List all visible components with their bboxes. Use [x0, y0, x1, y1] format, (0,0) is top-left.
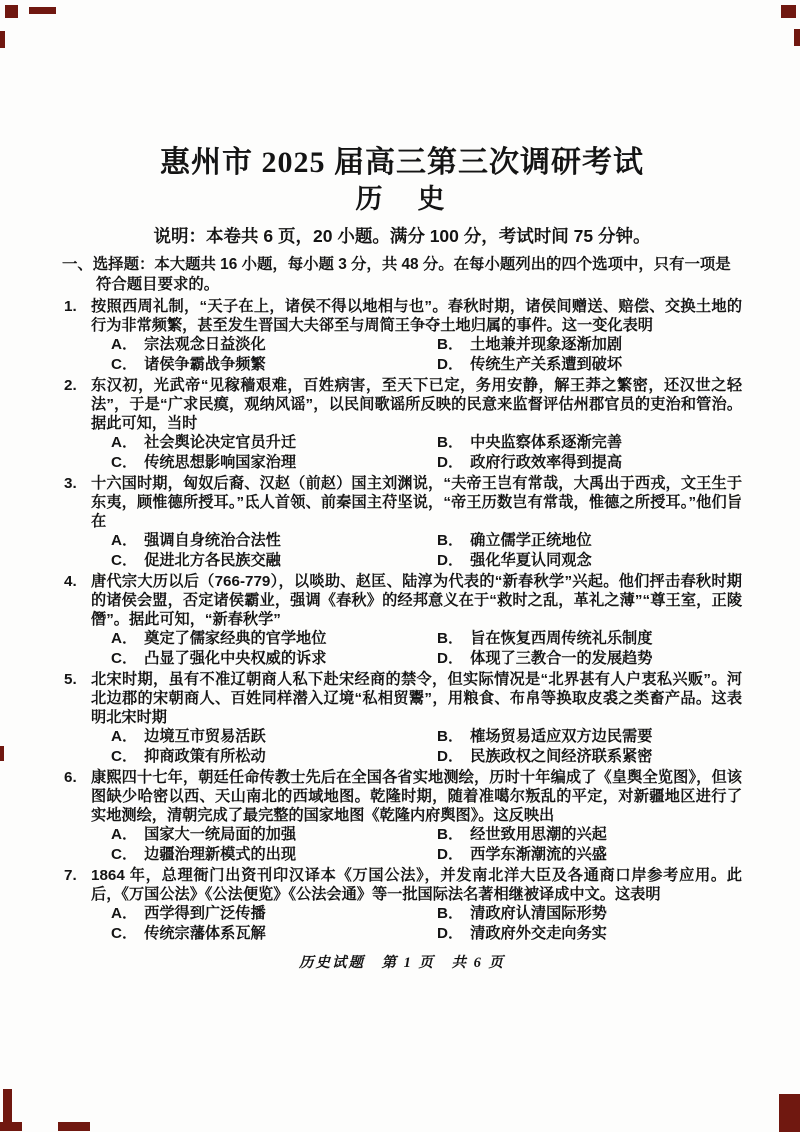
option-label: D．: [437, 649, 464, 667]
option-a: [111, 531, 437, 550]
option-text: 西学得到广泛传播: [144, 905, 266, 923]
option-label: B．: [437, 336, 464, 354]
scan-artifact-mark: [779, 1094, 800, 1132]
option-label: D．: [437, 845, 464, 863]
option-label: D．: [437, 924, 464, 942]
question-number: 5.: [64, 670, 77, 688]
question-number: 6.: [64, 768, 77, 786]
option-label: A．: [111, 434, 138, 452]
question-3: [62, 474, 742, 570]
option-label: D．: [437, 453, 464, 471]
option-d: [437, 453, 742, 472]
scan-artifact-mark: [0, 746, 4, 761]
option-d: [437, 551, 742, 570]
option-label: A．: [111, 630, 138, 648]
option-label: A．: [111, 532, 138, 550]
question-1: [62, 297, 742, 374]
scan-artifact-mark: [29, 7, 56, 14]
question-stem: 十六国时期，匈奴后裔、汉赵（前赵）国主刘渊说，“夫帝王岂有常哉，大禹出于西戎，文王生于东夷，顾惟德所授耳。”氐人首领、前秦国主苻坚说，“帝王历数岂有常哉，惟德之所授耳。”他们旨在: [91, 474, 742, 531]
option-b: [437, 433, 742, 452]
options-grid: [111, 727, 742, 765]
scan-artifact-mark: [794, 29, 800, 46]
question-number: 3.: [64, 474, 77, 492]
question-number: 2.: [64, 376, 77, 394]
option-text: 政府行政效率得到提高: [470, 453, 623, 471]
option-c: [111, 453, 437, 472]
option-label: A．: [111, 826, 138, 844]
option-b: [437, 727, 742, 746]
option-label: B．: [437, 434, 464, 452]
option-c: [111, 551, 437, 570]
question-2: [62, 376, 742, 472]
option-text: 抑商政策有所松动: [144, 747, 266, 765]
option-text: 边境互市贸易活跃: [144, 728, 266, 746]
option-text: 凸显了强化中央权威的诉求: [144, 649, 327, 667]
scan-artifact-mark: [5, 5, 18, 18]
option-text: 传统思想影响国家治理: [144, 453, 297, 471]
option-a: [111, 335, 437, 354]
option-b: [437, 335, 742, 354]
exam-instructions: 说明：本卷共 6 页，20 小题。满分 100 分，考试时间 75 分钟。: [153, 226, 651, 246]
option-label: D．: [437, 551, 464, 569]
option-text: 传统生产关系遭到破坏: [470, 355, 623, 373]
option-text: 强化华夏认同观念: [470, 551, 592, 569]
options-grid: [111, 531, 742, 569]
option-text: 边疆治理新模式的出现: [144, 845, 297, 863]
option-label: C．: [111, 551, 138, 569]
scan-artifact-mark: [58, 1122, 90, 1131]
option-b: [437, 531, 742, 550]
option-label: B．: [437, 905, 464, 923]
option-text: 社会舆论决定官员升迁: [144, 434, 297, 452]
question-7: [62, 866, 742, 943]
option-text: 旨在恢复西周传统礼乐制度: [470, 630, 653, 648]
option-d: [437, 845, 742, 864]
question-5: [62, 670, 742, 766]
option-text: 榷场贸易适应双方边民需要: [470, 728, 653, 746]
option-label: C．: [111, 924, 138, 942]
option-b: [437, 904, 742, 923]
option-label: C．: [111, 747, 138, 765]
option-c: [111, 924, 437, 943]
question-stem: 北宋时期，虽有不准辽朝商人私下赴宋经商的禁令，但实际情况是“北界甚有人户衷私兴贩”。河北边郡的宋朝商人、百姓同样潜入辽境“私相贸鬻”，用粮食、布帛等换取皮裘之类畜产品。这表明北宋时期: [91, 670, 742, 727]
option-a: [111, 629, 437, 648]
option-d: [437, 649, 742, 668]
option-label: A．: [111, 336, 138, 354]
option-text: 民族政权之间经济联系紧密: [470, 747, 653, 765]
option-b: [437, 825, 742, 844]
option-label: B．: [437, 532, 464, 550]
option-d: [437, 924, 742, 943]
scan-artifact-mark: [0, 31, 5, 48]
question-stem: 康熙四十七年，朝廷任命传教士先后在全国各省实地测绘，历时十年编成了《皇舆全览图》，但该图缺少哈密以西、天山南北的西域地图。乾隆时期，随着准噶尔叛乱的平定，对新疆地区进行了实地测绘，清朝完成了最完整的国家地图《乾隆内府舆图》。这反映出: [91, 768, 742, 825]
option-label: D．: [437, 747, 464, 765]
option-text: 强调自身统治合法性: [144, 532, 281, 550]
scan-artifact-mark: [0, 1122, 22, 1131]
option-text: 促进北方各民族交融: [144, 551, 281, 569]
option-text: 中央监察体系逐渐完善: [470, 434, 623, 452]
option-label: B．: [437, 728, 464, 746]
page-content: [62, 146, 742, 972]
option-d: [437, 355, 742, 374]
options-grid: [111, 825, 742, 863]
option-c: [111, 355, 437, 374]
question-6: [62, 768, 742, 864]
scan-artifact-mark: [781, 5, 796, 18]
option-label: B．: [437, 630, 464, 648]
question-number: 1.: [64, 298, 77, 315]
option-label: D．: [437, 355, 464, 373]
option-c: [111, 845, 437, 864]
option-a: [111, 727, 437, 746]
question-stem: 唐代宗大历以后（766-779），以啖助、赵匡、陆淳为代表的“新春秋学”兴起。他们抨击春秋时期的诸侯会盟，否定诸侯霸业，强调《春秋》的经邦意义在于“救时之乱，革礼之薄”“尊王室，正陵僭”。据此可知，“新春秋学”: [91, 572, 742, 629]
option-text: 经世致用思潮的兴起: [470, 826, 607, 844]
option-label: C．: [111, 355, 138, 373]
option-label: B．: [437, 826, 464, 844]
option-label: C．: [111, 845, 138, 863]
options-grid: [111, 335, 742, 373]
option-a: [111, 904, 437, 923]
options-grid: [111, 904, 742, 942]
option-text: 西学东渐潮流的兴盛: [470, 845, 607, 863]
option-text: 清政府外交走向务实: [470, 924, 607, 942]
option-label: A．: [111, 728, 138, 746]
page-title: 惠州市 2025 届高三第三次调研考试: [160, 146, 644, 179]
subject-title: 历 史: [355, 184, 449, 214]
options-grid: [111, 629, 742, 667]
question-stem: 按照西周礼制，“天子在上，诸侯不得以地相与也”。春秋时期，诸侯间赠送、赔偿、交换土地的行为非常频繁，甚至发生晋国大夫郤至与周简王争夺土地归属的事件。这一变化表明: [91, 298, 742, 335]
option-text: 国家大一统局面的加强: [144, 826, 297, 844]
option-label: C．: [111, 649, 138, 667]
option-label: A．: [111, 905, 138, 923]
option-text: 奠定了儒家经典的官学地位: [144, 630, 327, 648]
page-footer: 历史试题 第 1 页 共 6 页: [299, 954, 505, 971]
option-text: 确立儒学正统地位: [470, 532, 592, 550]
question-stem: 1864 年，总理衙门出资刊印汉译本《万国公法》，并发南北洋大臣及各通商口岸参考应用。此后，《万国公法》《公法便览》《公法会通》等一批国际法名著相继被译成中文。这表明: [91, 866, 742, 904]
option-a: [111, 825, 437, 844]
option-text: 清政府认清国际形势: [470, 905, 607, 923]
option-c: [111, 649, 437, 668]
option-b: [437, 629, 742, 648]
option-text: 宗法观念日益淡化: [144, 336, 266, 354]
option-label: C．: [111, 453, 138, 471]
option-c: [111, 747, 437, 766]
option-text: 体现了三教合一的发展趋势: [470, 649, 653, 667]
question-number: 4.: [64, 572, 77, 590]
question-4: [62, 572, 742, 668]
question-number: 7.: [64, 866, 77, 884]
question-stem: 东汉初，光武帝“见稼穑艰难，百姓病害，至天下已定，务用安静，解王莽之繁密，还汉世之轻法”，于是“广求民瘼，观纳风谣”，以民间歌谣所反映的民意来监督评估州郡官员的吏治和管治。据此可知，当时: [91, 376, 742, 433]
option-a: [111, 433, 437, 452]
option-text: 诸侯争霸战争频繁: [144, 355, 266, 373]
option-text: 土地兼并现象逐渐加剧: [470, 336, 623, 354]
option-text: 传统宗藩体系瓦解: [144, 924, 266, 942]
option-d: [437, 747, 742, 766]
options-grid: [111, 433, 742, 471]
section-heading: 一、选择题：本大题共 16 小题，每小题 3 分，共 48 分。在每小题列出的四个选项中，只有一项是符合题目要求的。: [62, 256, 731, 293]
